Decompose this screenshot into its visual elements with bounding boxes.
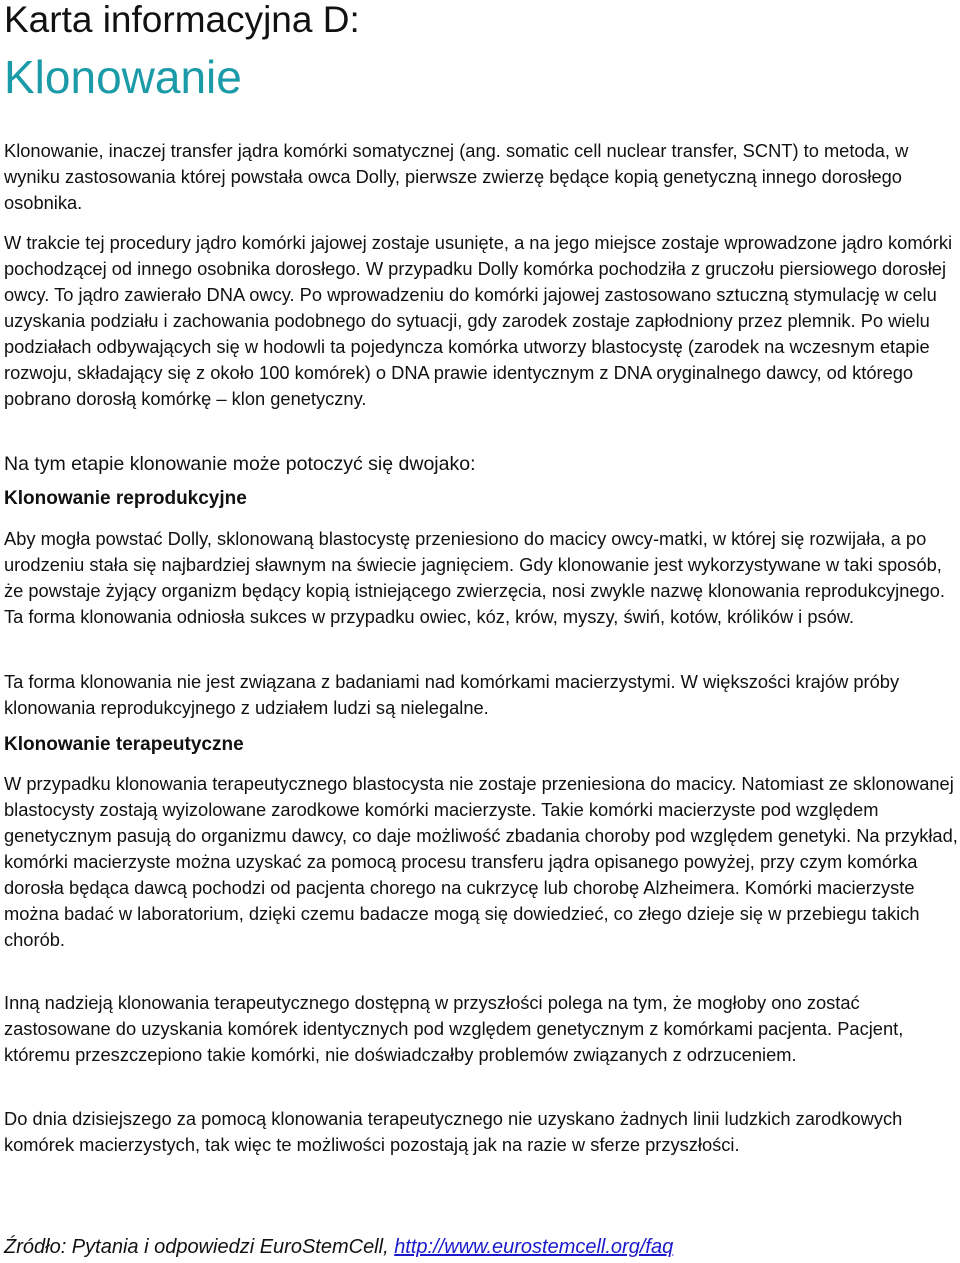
therapeutic-paragraph-3: Do dnia dzisiejszego za pomocą klonowania terapeutycznego nie uzyskano żadnych linii ludzkich zarodkowych komórek macierzystych, tak więc te możliwości pozostają jak na razie w sferze przyszłości. bbox=[4, 1108, 903, 1155]
reproductive-paragraph-2: Ta forma klonowania nie jest związana z badaniami nad komórkami macierzystymi. W większości krajów próby klonowania reprodukcyjnego z udziałem ludzi są nielegalne. bbox=[4, 671, 900, 718]
page-title-line1: Karta informacyjna D: bbox=[4, 0, 360, 40]
section-heading-reproductive: Klonowanie reprodukcyjne bbox=[4, 488, 247, 509]
intro-paragraph-2: W trakcie tej procedury jądro komórki jajowej zostaje usunięte, a na jego miejsce zostaje wprowadzone jądro komórki pochodzącej od innego osobnika dorosłego. W przypadku Dolly komórka pochodziła z gruczołu piersiowego dorosłej owcy. To jądro zawierało DNA owcy. Po wprowadzeniu do komórki jajowej zastosowano sztuczną stymulację w celu uzyskania podziału i zachowania podobnego do sytuacji, gdy zarodek zostaje zapłodniony przez plemnik. Po wielu podziałach odbywających się w hodowli ta pojedyncza komórka utworzy blastocystę (zarodek na wczesnym etapie rozwoju, składający się z około 100 komórek) o DNA prawie identycznym z DNA oryginalnego dawcy, od którego pobrano dorosłą komórkę – klon genetyczny. bbox=[4, 232, 953, 409]
section-heading-therapeutic: Klonowanie terapeutyczne bbox=[4, 734, 244, 755]
therapeutic-paragraph-2: Inną nadzieją klonowania terapeutycznego dostępną w przyszłości polega na tym, że mogłoby ono zostać zastosowane do uzyskania komórek identycznych pod względem genetycznym z komórkami pacjenta. Pacjent, któremu przeszczepiono takie komórki, nie doświadczałby problemów związanych z odrzuceniem. bbox=[4, 992, 904, 1065]
source-citation bbox=[4, 1233, 673, 1261]
intro-paragraph-3: Na tym etapie klonowanie może potoczyć się dwojako: bbox=[4, 453, 476, 475]
source-label: Źródło: Pytania i odpowiedzi EuroStemCell, bbox=[4, 1236, 395, 1258]
therapeutic-paragraph-1: W przypadku klonowania terapeutycznego blastocysta nie zostaje przeniesiona do macicy. Natomiast ze sklonowanej blastocysty zostają wyizolowane zarodkowe komórki macierzyste. Takie komórki macierzyste pod względem genetycznym pasują do organizmu dawcy, co daje możliwość zbadania choroby pod względem genetyki. Na przykład, komórki macierzyste można uzyskać za pomocą procesu transferu jądra opisanego powyżej, przy czym komórka dorosła będąca dawcą pochodzi od pacjenta chorego na cukrzycę lub chorobę Alzheimera. Komórki macierzyste można badać w laboratorium, dzięki czemu badacze mogą się dowiedzieć, co złego dzieje się w przebiegu takich chorób. bbox=[4, 773, 958, 950]
reproductive-paragraph-1: Aby mogła powstać Dolly, sklonowaną blastocystę przeniesiono do macicy owcy-matki, w której się rozwijała, a po urodzeniu stała się najbardziej sławnym na świecie jagnięciem. Gdy klonowanie jest wykorzystywane w taki sposób, że powstaje żyjący organizm będący kopią istniejącego zwierzęcia, nosi zwykle nazwę klonowania reprodukcyjnego. Ta forma klonowania odniosła sukces w przypadku owiec, kóz, krów, myszy, świń, kotów, królików i psów. bbox=[4, 528, 945, 627]
source-link[interactable]: http://www.eurostemcell.org/faq bbox=[394, 1236, 674, 1258]
page-title-line2: Klonowanie bbox=[4, 51, 242, 103]
intro-paragraph-1: Klonowanie, inaczej transfer jądra komórki somatycznej (ang. somatic cell nuclear transfer, SCNT) to metoda, w wyniku zastosowania której powstała owca Dolly, pierwsze zwierzę będące kopią genetyczną innego dorosłego osobnika. bbox=[4, 140, 909, 213]
